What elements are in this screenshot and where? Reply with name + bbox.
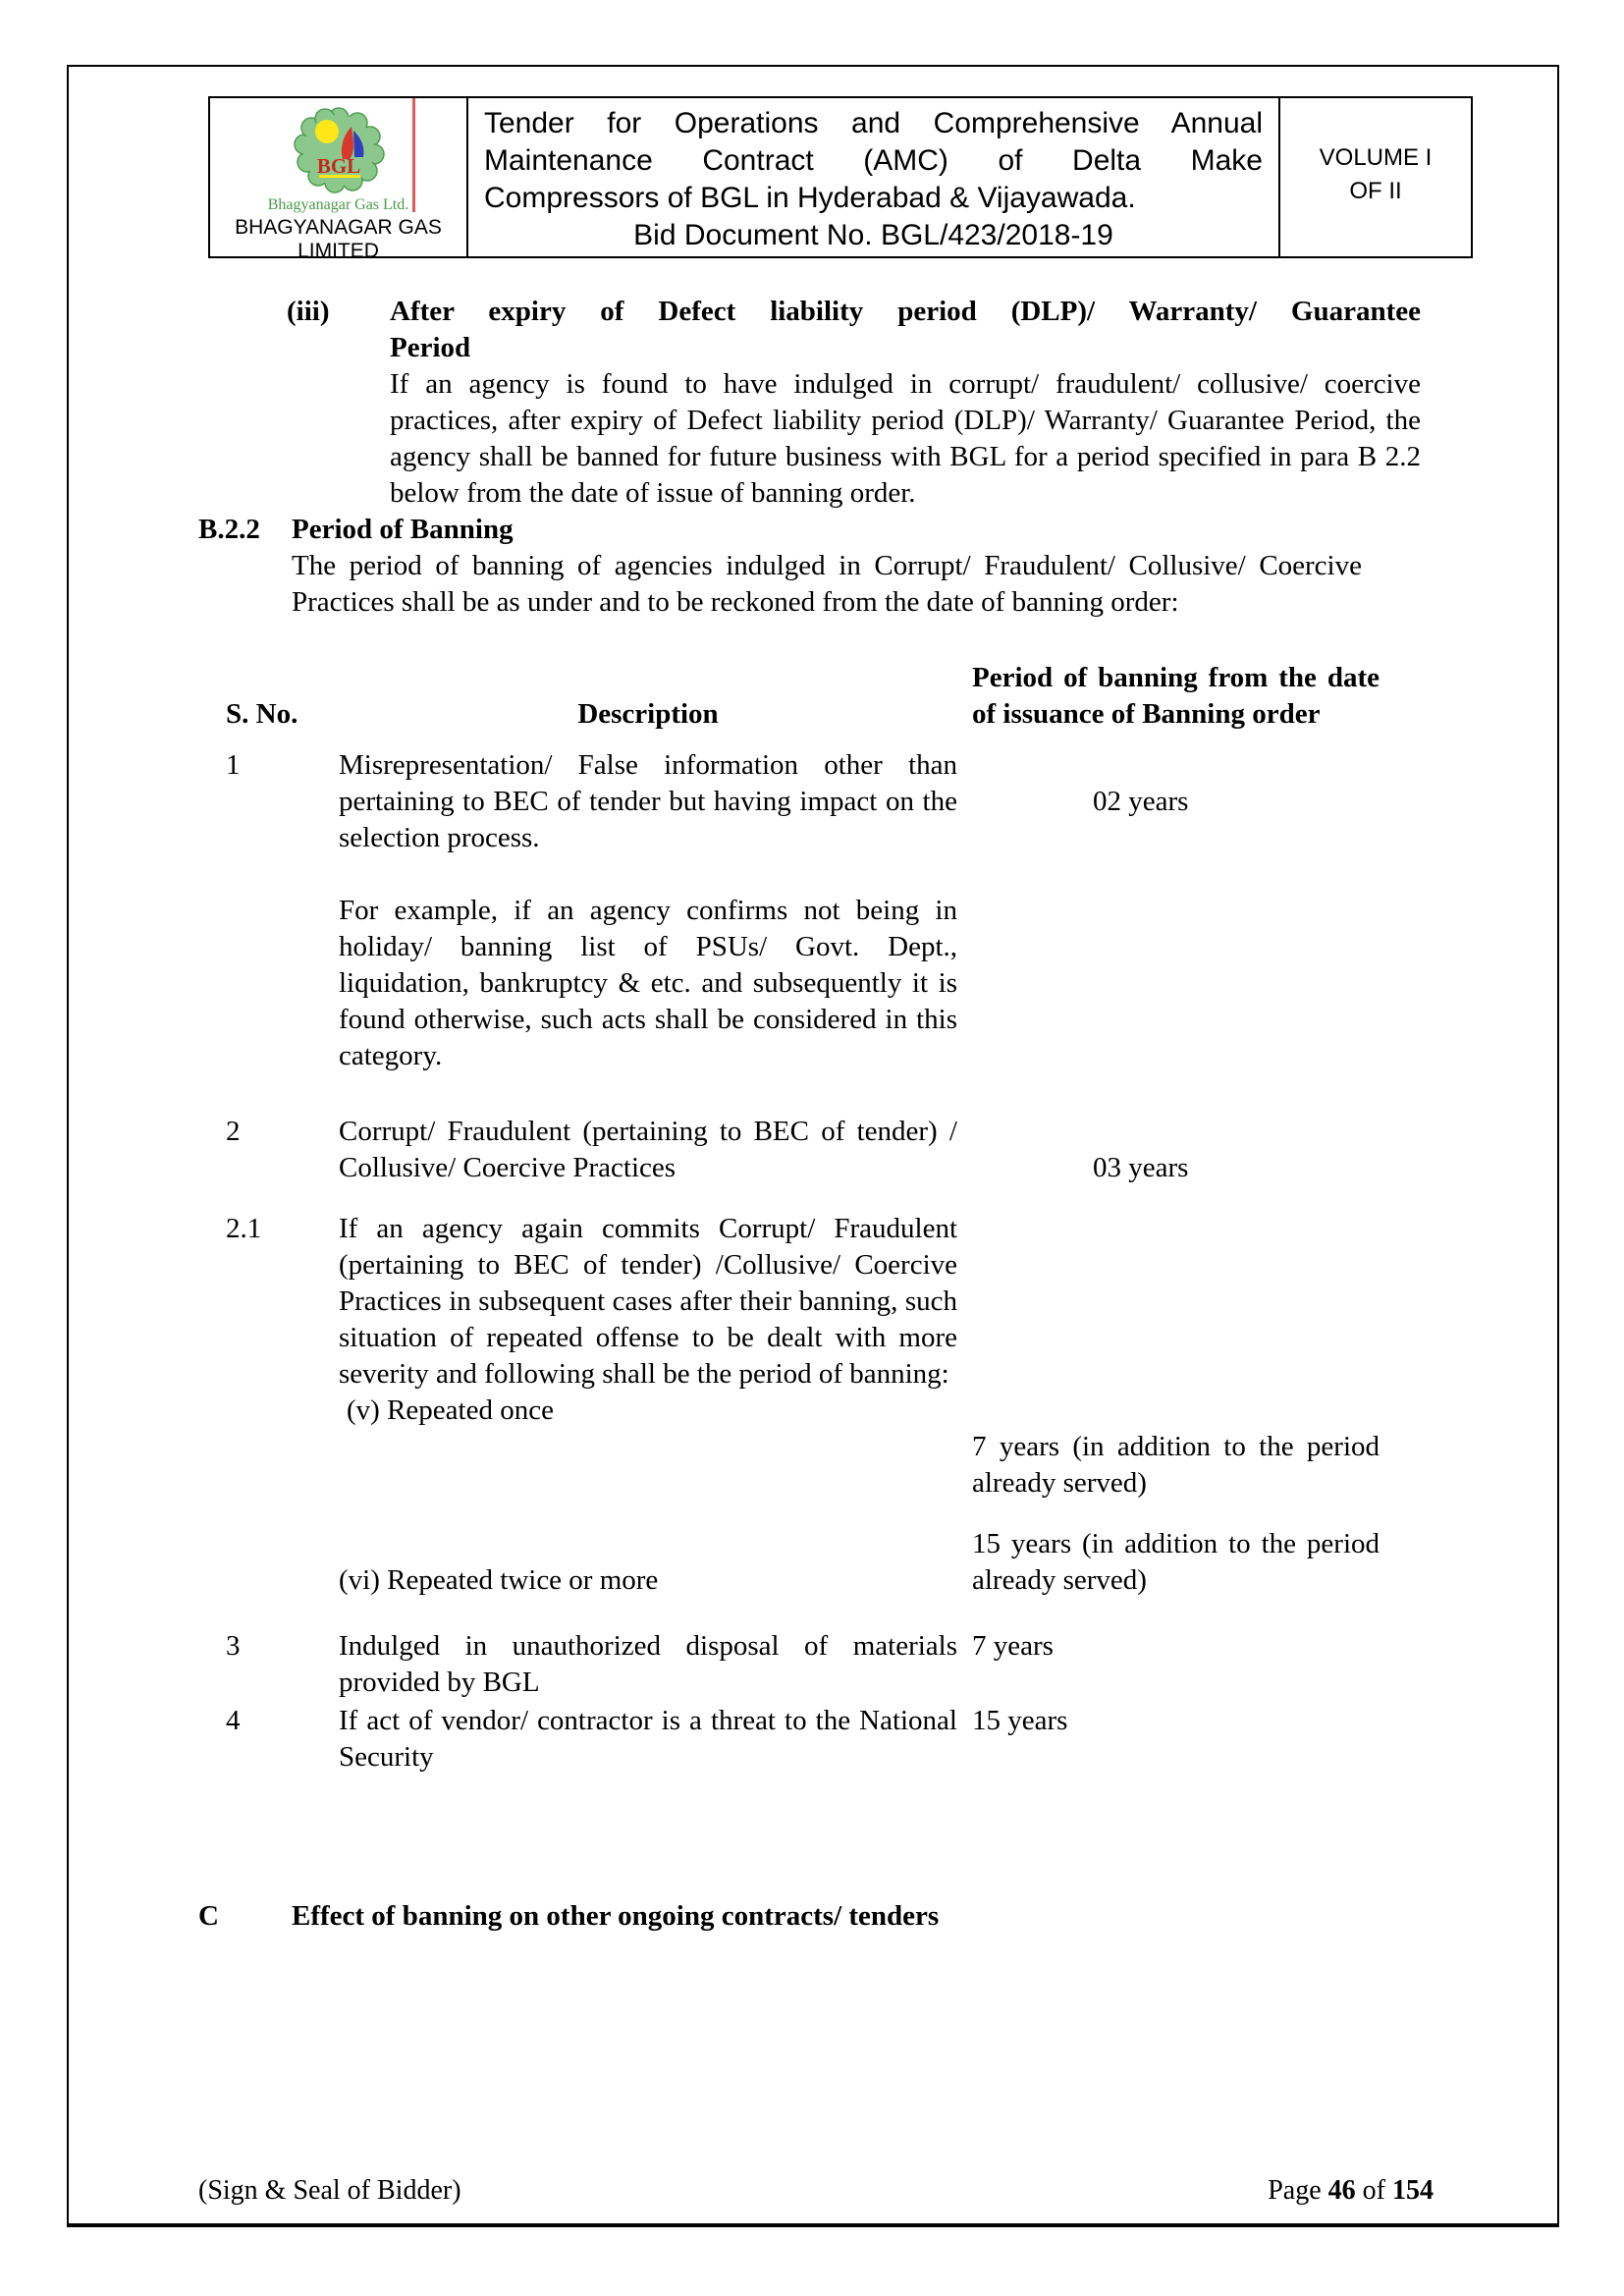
header-table	[208, 96, 1473, 262]
footer-page-label: Page	[1268, 2175, 1322, 2206]
section-b22-label: B.2.2	[198, 514, 260, 545]
section-c-label: C	[198, 1900, 219, 1932]
row-sno: 4	[226, 1705, 241, 1736]
banning-period-table	[226, 660, 1380, 1776]
title-cell	[468, 98, 1280, 256]
title-line: Compressors of BGL in Hyderabad & Vijayawada.	[484, 182, 1136, 214]
company-name-line1: BHAGYANAGAR GAS	[235, 216, 442, 239]
section-b22-heading: Period of Banning	[292, 514, 514, 545]
row-period: 7 years	[972, 1630, 1054, 1662]
footer-sign-seal: (Sign & Seal of Bidder)	[198, 2175, 461, 2206]
title-line: Tender for Operations and Comprehensive Annual	[484, 107, 1263, 139]
row-sno: 1	[226, 749, 241, 781]
row-period: 15 years	[972, 1705, 1068, 1736]
section-iii-heading-line2: Period	[390, 332, 471, 363]
row-description-para: If an agency again commits Corrupt/ Fraudulent (pertaining to BEC of tender) /Collusive/ Coercive Practices in subsequent cases after their banning, such situation of repeated offense to be dealt with more severity and following shall be the period of banning:	[339, 1213, 957, 1390]
col-header-sno: S. No.	[226, 698, 298, 730]
company-name	[210, 216, 466, 263]
table-row	[226, 1628, 1380, 1701]
volume-line2: OF II	[1349, 178, 1402, 204]
section-b22-body: The period of banning of agencies indulged in Corrupt/ Fraudulent/ Collusive/ Coercive Practices shall be as under and to be reckoned from the date of banning order:	[292, 550, 1362, 618]
logo-caption: Bhagyanagar Gas Ltd.	[267, 196, 409, 213]
section-c	[69, 1898, 1557, 1935]
row-description-para2: For example, if an agency confirms not being in holiday/ banning list of PSUs/ Govt. Dept., liquidation, bankruptcy & etc. and subsequently it is found otherwise, such acts shall be considered in this category.	[339, 895, 957, 1071]
row-period: 02 years	[1093, 786, 1189, 817]
table-row	[226, 1703, 1380, 1776]
bgl-flower-logo-icon	[260, 100, 417, 194]
bid-document-number: Bid Document No. BGL/423/2018-19	[633, 219, 1113, 251]
subitem-vi-label: (vi) Repeated twice or more	[339, 1564, 659, 1596]
company-name-line2: LIMITED	[298, 240, 379, 262]
row-period-vi: 15 years (in addition to the period already served)	[972, 1528, 1380, 1596]
footer-page-total: 154	[1392, 2175, 1434, 2206]
row-period: 03 years	[1093, 1152, 1189, 1183]
section-iii-label: (iii)	[287, 296, 330, 327]
row-description	[339, 747, 972, 1074]
logo-monogram: BGL	[316, 154, 360, 178]
row-sno	[226, 1526, 339, 1599]
scan-artifact-red-line	[412, 98, 415, 212]
volume-cell	[1280, 98, 1471, 256]
row-description: If act of vendor/ contractor is a threat to the National Security	[339, 1705, 957, 1773]
row-sno: 2	[226, 1116, 241, 1147]
table-row	[226, 1114, 1380, 1186]
table-header-row	[226, 660, 1380, 733]
section-iii-body: If an agency is found to have indulged in corrupt/ fraudulent/ collusive/ coercive practices, after expiry of Defect liability period (DLP)/ Warranty/ Guarantee Period, the agency shall be banned for future business with BGL for a period specified in para B 2.2 below from the date of issue of banning order.	[390, 368, 1421, 509]
subitem-v-label: (v) Repeated once	[347, 1394, 554, 1426]
logo-cell	[210, 98, 468, 262]
title-line: Maintenance Contract (AMC) of Delta Make	[484, 144, 1263, 177]
table-row	[226, 1211, 1380, 1502]
table-row	[226, 1526, 1380, 1599]
footer-page-current: 46	[1327, 2175, 1356, 2206]
table-row	[226, 747, 1380, 1074]
page-footer	[198, 2172, 1434, 2210]
footer-of-label: of	[1362, 2175, 1385, 2206]
section-iii-heading-line1: After expiry of Defect liability period (DLP)/ Warranty/ Guarantee	[390, 296, 1421, 327]
volume-line1: VOLUME I	[1319, 144, 1433, 171]
footer-page-number	[1268, 2172, 1434, 2210]
section-iii	[69, 294, 1557, 512]
row-sno: 3	[226, 1630, 241, 1662]
row-sno: 2.1	[226, 1213, 262, 1244]
section-b22	[69, 512, 1557, 621]
col-header-period: Period of banning from the date of issuance of Banning order	[972, 662, 1380, 730]
page-border	[67, 65, 1559, 2227]
section-c-heading: Effect of banning on other ongoing contracts/ tenders	[292, 1900, 940, 1932]
row-period-v: 7 years (in addition to the period already served)	[972, 1431, 1380, 1499]
row-description: Indulged in unauthorized disposal of materials provided by BGL	[339, 1630, 957, 1698]
row-description	[339, 1211, 972, 1502]
row-description: Corrupt/ Fraudulent (pertaining to BEC of tender) / Collusive/ Coercive Practices	[339, 1116, 957, 1183]
row-description-para1: Misrepresentation/ False information other than pertaining to BEC of tender but having impact on the selection process.	[339, 749, 957, 853]
col-header-description: Description	[577, 698, 719, 730]
